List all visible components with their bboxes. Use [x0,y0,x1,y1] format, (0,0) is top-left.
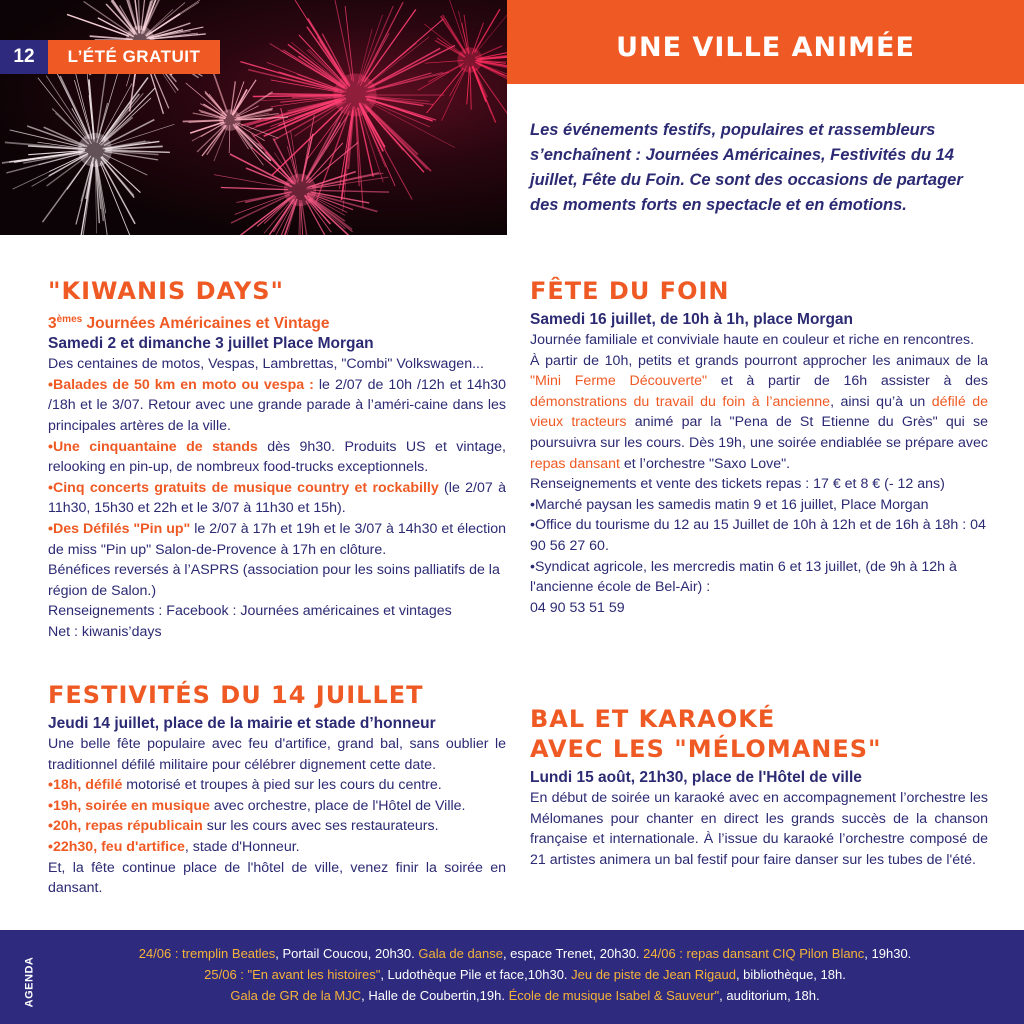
paragraph: Renseignements et vente des tickets repas : 17 € et 8 € (- 12 ans) [530,476,945,493]
firework-glow [219,109,241,131]
agenda-line: 25/06 : "En avant les histoires", Ludothèque Pile et face,10h30. Jeu de piste de Jean Rigaud, bibliothèque, 18h. [204,967,846,982]
paragraph: En début de soirée un karaoké avec en accompagnement l’orchestre les Mélomanes pour chanter en direct les grands succès de la chanson française et internationale. À l’issue du karaoké l’orchestre composé de 21 artistes animera un bal festif pour faire danser sur les tubes de l'été. [530,790,988,868]
event-subtitle: 3èmes Journées Américaines et Vintage [48,314,330,333]
bullet-item: •22h30, feu d'artifice, stade d'Honneur. [48,838,300,855]
firework-spark [192,123,224,141]
firework-spark [236,92,272,116]
section-heading: FÊTE DU FOIN [530,277,730,305]
kiwanis-days-section [48,276,506,642]
agenda-footer [0,930,1024,1024]
bullet-item: •Marché paysan les samedis matin 9 et 16 juillet, Place Morgan [530,496,929,513]
event-date: Jeudi 14 juillet, place de la mairie et stade d’honneur [48,715,436,732]
bullet-item: •Cinq concerts gratuits de musique country et rockabilly (le 2/07 à 11h30, 15h30 et 22h et le 3/07 à 11h30 et 15h). [48,479,506,517]
bullet-item: •Syndicat agricole, les mercredis matin 6 et 13 juillet, (de 9h à 12h à l'ancienne école de Bel-Air) : [530,558,957,596]
firework-spark [212,70,227,113]
section-heading: "KIWANIS DAYS" [48,277,285,305]
firework-glow [78,133,112,167]
agenda-line: 24/06 : tremplin Beatles, Portail Coucou, 20h30. Gala de danse, espace Trenet, 20h30. 24/06 : repas dansant CIQ Pilon Blanc, 19h30. [138,946,912,961]
agenda-line: Gala de GR de la MJC, Halle de Coubertin,19h. École de musique Isabel & Sauveur", auditorium, 18h. [230,988,820,1003]
paragraph: Net : kiwanis’days [48,623,162,640]
firework-spark [313,173,384,187]
firework-spark [366,73,431,92]
firework-spark [341,111,352,200]
paragraph: Journée familiale et conviviale haute en couleur et riche en rencontres. [530,332,975,348]
firework-spark [478,64,507,88]
page-number: 12 [0,40,48,74]
fireworks-illustration [0,0,507,235]
section-heading: BAL ET KARAOKÉ AVEC LES "MÉLOMANES" [530,705,882,763]
bullet-item: •19h, soirée en musique avec orchestre, place de l'Hôtel de Ville. [48,797,466,814]
festivites-14-juillet-section [48,680,506,899]
bullet-item: •Balades de 50 km en moto ou vespa : le 2/07 de 10h /12h et 14h30 /18h et le 3/07. Retour avec une grande parade à l’améri-caine dans les principales artères de la ville. [48,376,506,434]
firework-spark [442,69,466,121]
firework-glow [333,73,376,116]
agenda-list [60,943,990,1006]
firework-spark [46,76,88,139]
bullet-item: •18h, défilé motorisé et troupes à pied sur les cours du centre. [48,777,442,794]
firework-spark [362,2,403,81]
firework-spark [221,187,288,189]
phone-number: 04 90 53 51 59 [530,599,625,616]
firework-spark [313,190,389,192]
intro-text: Les événements festifs, populaires et rassembleurs s’enchaînent : Journées Américaines, Festivités du 14 juillet, Fête du Foin. Ce sont des occasions de partager des moments forts en spectacle et en émotions. [530,121,963,214]
section-heading: FESTIVITÉS DU 14 JUILLET [48,681,424,709]
fireworks-photo [0,0,507,235]
firework-spark [474,69,496,122]
firework-spark [236,192,290,203]
fete-du-foin-section [530,276,988,618]
firework-spark [470,67,471,109]
paragraph: Et, la fête continue place de l'hôtel de ville, venez finir la soirée en dansant. [48,859,506,897]
firework-spark [268,94,342,95]
firework-spark [183,120,223,121]
firework-spark [42,161,87,222]
paragraph: Renseignements : Facebook : Journées américaines et vintages [48,603,452,620]
firework-spark [186,83,224,114]
paragraph: Des centaines de motos, Vespas, Lambrettas, "Combi" Volkswagen... [48,356,484,373]
firework-glow [457,47,482,72]
bullet-item: •Office du tourisme du 12 au 15 Juillet de 10h à 12h et de 16h à 18h : 04 90 56 27 60. [530,517,986,554]
firework-spark [366,100,430,127]
firework-spark [82,164,93,235]
firework-spark [291,42,345,87]
bullet-item: •Des Défilés "Pin up" le 2/07 à 17h et 19h et le 3/07 à 14h30 et élection de miss "Pin up" Salon-de-Provence à 17h en clôture. [48,520,507,558]
paragraph: Une belle fête populaire avec feu d'artifice, grand bal, sans oublier le traditionnel défilé militaire pour célébrer dignement cette date. [48,736,506,773]
firework-spark [428,63,464,82]
bullet-item: •20h, repas républicain sur les cours avec ses restaurateurs. [48,818,439,835]
firework-spark [474,9,499,52]
event-date: Lundi 15 août, 21h30, place de l'Hôtel de ville [530,769,862,786]
firework-spark [214,175,287,188]
firework-spark [345,6,353,82]
bullet-item: •Une cinquantaine de stands dès 9h30. Produits US et vintage, relooking en pin-up, de nombreux food-trucks exceptionnels. [48,438,506,476]
firework-spark [231,81,236,114]
paragraph: Bénéfices reversés à l’ASPRS (association pour les soins palliatifs de la région de Salon.) [48,562,500,599]
firework-spark [60,76,90,139]
agenda-label: AGENDA [23,956,36,1008]
firework-glow [284,174,316,206]
section-tag: L’ÉTÉ GRATUIT [48,40,220,74]
firework-spark [361,6,393,82]
paragraph: À partir de 10h, petits et grands pourront approcher les animaux de la "Mini Ferme Découverte" et à partir de 16h assister à des démonstrations du travail du foin à l’ancienne, ainsi qu’à un défilé de vieux tracteurs animé par la "Pena de St Etienne du Grès" qui se poursuivra sur les cours. Dès 19h, une soirée endiablée se prépare avec repas dansant et l’orchestre "Saxo Love". [530,352,988,472]
firework-spark [307,116,347,179]
event-date: Samedi 2 et dimanche 3 juillet Place Morgan [48,335,374,353]
event-date: Samedi 16 juillet, de 10h à 1h, place Morgan [530,311,854,328]
bal-karaoke-section [530,704,988,870]
page-title: UNE VILLE ANIMÉE [507,0,1024,84]
